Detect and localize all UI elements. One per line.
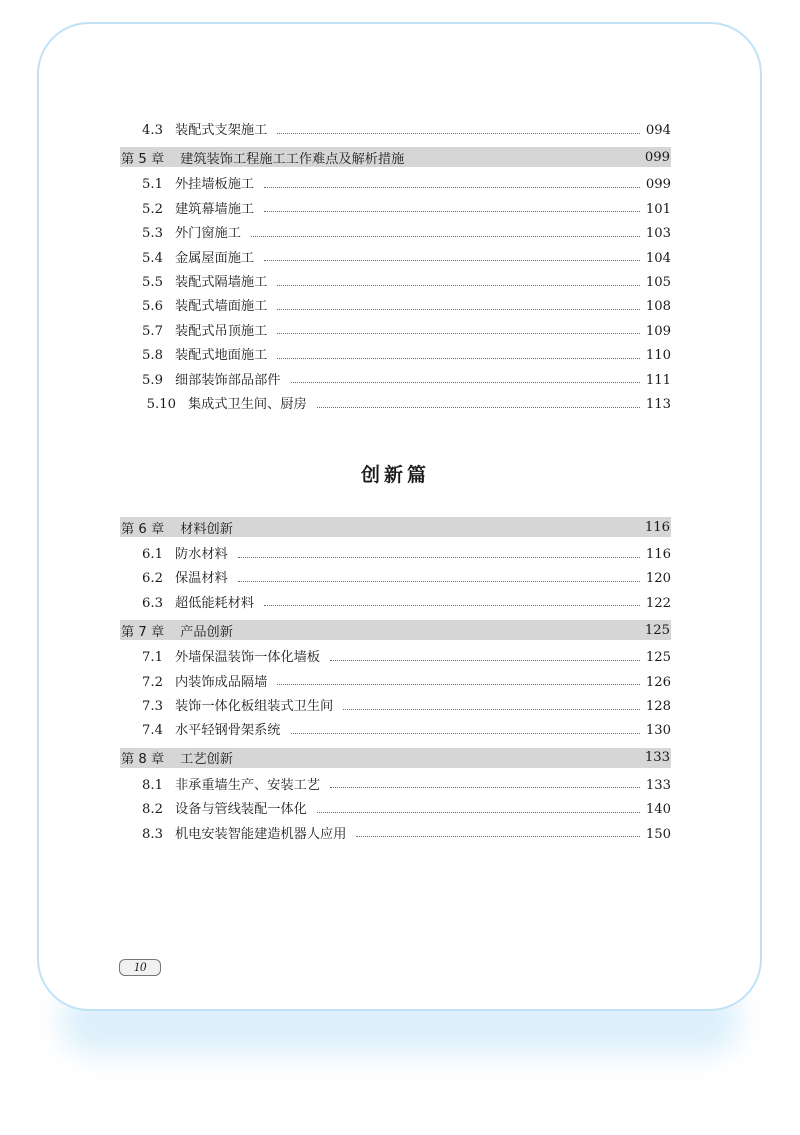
leader-dots [277, 133, 640, 134]
chapter-title: 产品创新 [180, 624, 233, 640]
entry-number: 5.3 [142, 226, 163, 242]
leader-dots [277, 358, 640, 359]
toc-entry[interactable] [120, 798, 671, 822]
toc-entry[interactable] [120, 119, 671, 143]
entry-number: 6.2 [142, 571, 163, 587]
entry-number: 7.2 [142, 674, 163, 690]
entry-page: 101 [645, 201, 671, 217]
toc-entry[interactable] [120, 271, 671, 295]
entry-title: 防水材料 [175, 547, 228, 562]
entry-number: 5.1 [142, 177, 163, 193]
toc-entry[interactable] [120, 646, 671, 670]
leader-dots [277, 285, 640, 286]
entry-number: 5.4 [142, 250, 163, 266]
toc-section-innovation [120, 513, 671, 847]
entry-page: 150 [645, 826, 671, 842]
entry-page: 120 [645, 571, 671, 587]
toc-entry[interactable] [120, 774, 671, 798]
leader-dots [264, 187, 640, 188]
toc-entry[interactable] [120, 671, 671, 695]
chapter-number: 第 7 章 [121, 624, 165, 640]
entry-number: 5.8 [142, 348, 163, 364]
entry-title: 非承重墙生产、安装工艺 [175, 777, 321, 793]
entry-title: 细部装饰部品部件 [175, 372, 281, 388]
leader-dots [277, 684, 640, 685]
leader-dots [317, 407, 640, 408]
leader-dots [291, 733, 640, 734]
leader-dots [343, 709, 640, 710]
entry-title: 装配式地面施工 [175, 348, 268, 364]
entry-number: 8.2 [142, 802, 163, 818]
entry-number: 5.10 [146, 396, 176, 412]
entry-title: 水平轻钢骨架系统 [175, 723, 281, 739]
chapter-title: 工艺创新 [180, 752, 233, 768]
leader-dots [330, 660, 640, 661]
entry-title: 集成式卫生间、厨房 [188, 396, 307, 412]
entry-title: 外墙保温装饰一体化墙板 [175, 650, 321, 666]
toc-entry[interactable] [120, 823, 671, 847]
entry-number: 6.3 [142, 595, 163, 611]
entry-page: 108 [645, 299, 671, 315]
chapter-page: 116 [644, 519, 670, 535]
chapter-page: 099 [644, 149, 670, 165]
toc-entry[interactable] [120, 173, 671, 197]
entry-title: 装饰一体化板组装式卫生间 [175, 698, 334, 714]
entry-number: 7.1 [142, 650, 163, 666]
chapter-title: 材料创新 [180, 521, 233, 537]
entry-page: 105 [645, 274, 671, 290]
entry-number: 5.6 [142, 299, 163, 315]
entry-title: 保温材料 [175, 571, 228, 587]
entry-number: 8.3 [142, 826, 163, 842]
leader-dots [317, 812, 640, 813]
toc-entry[interactable] [120, 247, 671, 271]
entry-page: 110 [645, 348, 671, 364]
entry-number: 5.2 [142, 201, 163, 217]
chapter-title: 建筑装饰工程施工工作难点及解析措施 [180, 151, 405, 167]
leader-dots [264, 605, 640, 606]
chapter-heading[interactable] [120, 517, 671, 537]
entry-title: 设备与管线装配一体化 [175, 802, 307, 818]
chapter-number: 第 5 章 [121, 151, 165, 167]
chapter-heading[interactable] [120, 147, 671, 167]
entry-page: 104 [645, 250, 671, 266]
toc-entry[interactable] [120, 592, 671, 616]
leader-dots [356, 836, 639, 837]
leader-dots [264, 211, 640, 212]
entry-page: 126 [645, 674, 671, 690]
page-number-badge: 10 [119, 959, 161, 976]
toc-entry[interactable] [120, 222, 671, 246]
chapter-number: 第 8 章 [121, 752, 165, 768]
entry-page: 140 [645, 802, 671, 818]
leader-dots [251, 236, 640, 237]
entry-number: 5.9 [142, 372, 163, 388]
leader-dots [291, 382, 640, 383]
toc-entry[interactable] [120, 393, 671, 417]
entry-title: 金属屋面施工 [175, 250, 255, 266]
entry-page: 133 [645, 777, 671, 793]
leader-dots [264, 260, 640, 261]
entry-page: 113 [645, 396, 671, 412]
toc-entry[interactable] [120, 198, 671, 222]
toc-entry[interactable] [120, 543, 671, 567]
leader-dots [277, 309, 640, 310]
toc-entry[interactable] [120, 320, 671, 344]
part-title: 创新篇 [360, 464, 430, 486]
entry-page: 111 [645, 372, 671, 388]
leader-dots [238, 581, 640, 582]
chapter-heading[interactable] [120, 748, 671, 768]
entry-page: 130 [645, 723, 671, 739]
entry-title: 装配式吊顶施工 [175, 323, 268, 339]
leader-dots [330, 787, 640, 788]
leader-dots [277, 333, 640, 334]
toc-entry[interactable] [120, 695, 671, 719]
chapter-page: 133 [644, 750, 670, 766]
entry-page: 109 [645, 323, 671, 339]
toc-entry[interactable] [120, 369, 671, 393]
entry-page: 099 [645, 177, 671, 193]
entry-number: 4.3 [142, 123, 163, 138]
leader-dots [238, 557, 640, 558]
entry-page: 116 [645, 547, 671, 562]
entry-title: 外挂墙板施工 [175, 177, 255, 193]
toc-entry[interactable] [120, 295, 671, 319]
chapter-heading[interactable] [120, 620, 671, 640]
entry-page: 103 [645, 226, 671, 242]
toc-entry[interactable] [120, 344, 671, 368]
entry-title: 机电安装智能建造机器人应用 [175, 826, 347, 842]
entry-title: 装配式墙面施工 [175, 299, 268, 315]
toc-section-chapter5 [120, 119, 671, 417]
entry-title: 装配式隔墙施工 [175, 274, 268, 290]
entry-title: 内装饰成品隔墙 [175, 674, 268, 690]
entry-number: 5.7 [142, 323, 163, 339]
entry-number: 8.1 [142, 777, 163, 793]
entry-title: 装配式支架施工 [175, 123, 268, 138]
entry-title: 外门窗施工 [175, 226, 241, 242]
entry-title: 超低能耗材料 [175, 595, 255, 611]
entry-number: 7.3 [142, 698, 163, 714]
entry-page: 122 [645, 595, 671, 611]
chapter-number: 第 6 章 [121, 521, 165, 537]
entry-page: 094 [645, 123, 671, 138]
toc-entry[interactable] [120, 567, 671, 591]
chapter-page: 125 [644, 622, 670, 638]
entry-number: 5.5 [142, 274, 163, 290]
toc-entry[interactable] [120, 719, 671, 743]
entry-page: 128 [645, 698, 671, 714]
entry-title: 建筑幕墙施工 [175, 201, 255, 217]
entry-number: 7.4 [142, 723, 163, 739]
entry-number: 6.1 [142, 547, 163, 562]
entry-page: 125 [645, 650, 671, 666]
